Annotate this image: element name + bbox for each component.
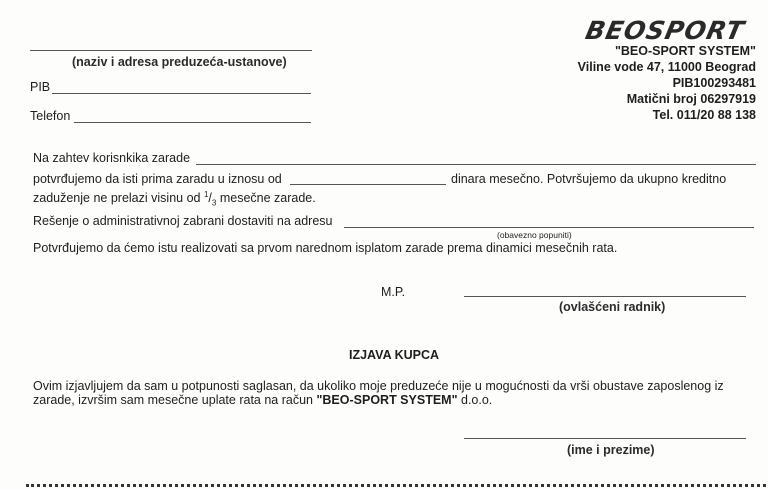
fraction-denominator: 3 xyxy=(211,198,217,208)
beosport-logo: BEOSPORT xyxy=(582,16,748,45)
stamp-label: M.P. xyxy=(381,285,406,299)
company-phone: Tel. 011/20 88 138 xyxy=(652,108,756,122)
buyer-statement-title: IZJAVA KUPCA xyxy=(349,348,440,362)
buyer-name-label: (ime i prezime) xyxy=(567,443,655,457)
mandatory-note: (obavezno popuniti) xyxy=(497,230,572,240)
company-reg-number: Matični broj 06297919 xyxy=(626,92,756,106)
debt-suffix: mesečne zarade. xyxy=(219,191,316,206)
phone-line[interactable] xyxy=(74,122,311,123)
buyer-statement-line1: Ovim izjavljujem da sam u potpunosti saglasan, da ukoliko moje preduzeće nije u mogućnosti da vrši obustave zaposlenog iz xyxy=(33,379,724,393)
perforation-line xyxy=(26,484,766,487)
confirm-salary-suffix: dinara mesečno. Potvršujemo da ukupno kreditno xyxy=(451,172,727,186)
employee-name-line[interactable] xyxy=(196,164,756,165)
realization-text: Potvrđujemo da ćemo istu realizovati sa prvom narednom isplatom zarade prema dinamici mesečnih rata. xyxy=(33,241,618,255)
debt-limit-text: zaduženje ne prelazi visinu od $^1/_3$ mesečne zarade. xyxy=(33,190,316,208)
phone-label: Telefon xyxy=(30,109,71,123)
request-label: Na zahtev korisnkika zarade xyxy=(33,151,191,165)
buyer-statement-line2-end: d.o.o. xyxy=(457,393,493,407)
company-name: "BEO-SPORT SYSTEM" xyxy=(614,44,756,58)
confirm-salary-label: potvrđujemo da isti prima zaradu u iznosu od xyxy=(33,172,282,186)
buyer-statement-line2-start: zarade, izvršim sam mesečne uplate rata na račun xyxy=(33,393,317,407)
pib-line[interactable] xyxy=(52,93,311,94)
buyer-statement-company: "BEO-SPORT SYSTEM" xyxy=(316,393,458,407)
company-address: Viline vode 47, 11000 Beograd xyxy=(577,60,756,74)
decision-label: Rešenje o administrativnoj zabrani dostaviti na adresu xyxy=(33,214,333,228)
buyer-statement-line2 xyxy=(33,393,492,407)
company-pib: PIB100293481 xyxy=(672,76,756,90)
authorized-employee-label: (ovlašćeni radnik) xyxy=(559,300,666,314)
company-name-address-line[interactable] xyxy=(30,50,312,51)
company-name-address-label: (naziv i adresa preduzeća-ustanove) xyxy=(72,55,287,69)
pib-label: PIB xyxy=(30,80,51,94)
salary-amount-line[interactable] xyxy=(290,184,446,185)
debt-prefix: zaduženje ne prelazi visinu od xyxy=(33,191,201,206)
delivery-address-line[interactable] xyxy=(344,227,754,228)
fraction-numerator: 1 xyxy=(203,190,209,199)
buyer-signature-line[interactable] xyxy=(464,438,746,439)
authorized-signature-line[interactable] xyxy=(464,296,746,297)
